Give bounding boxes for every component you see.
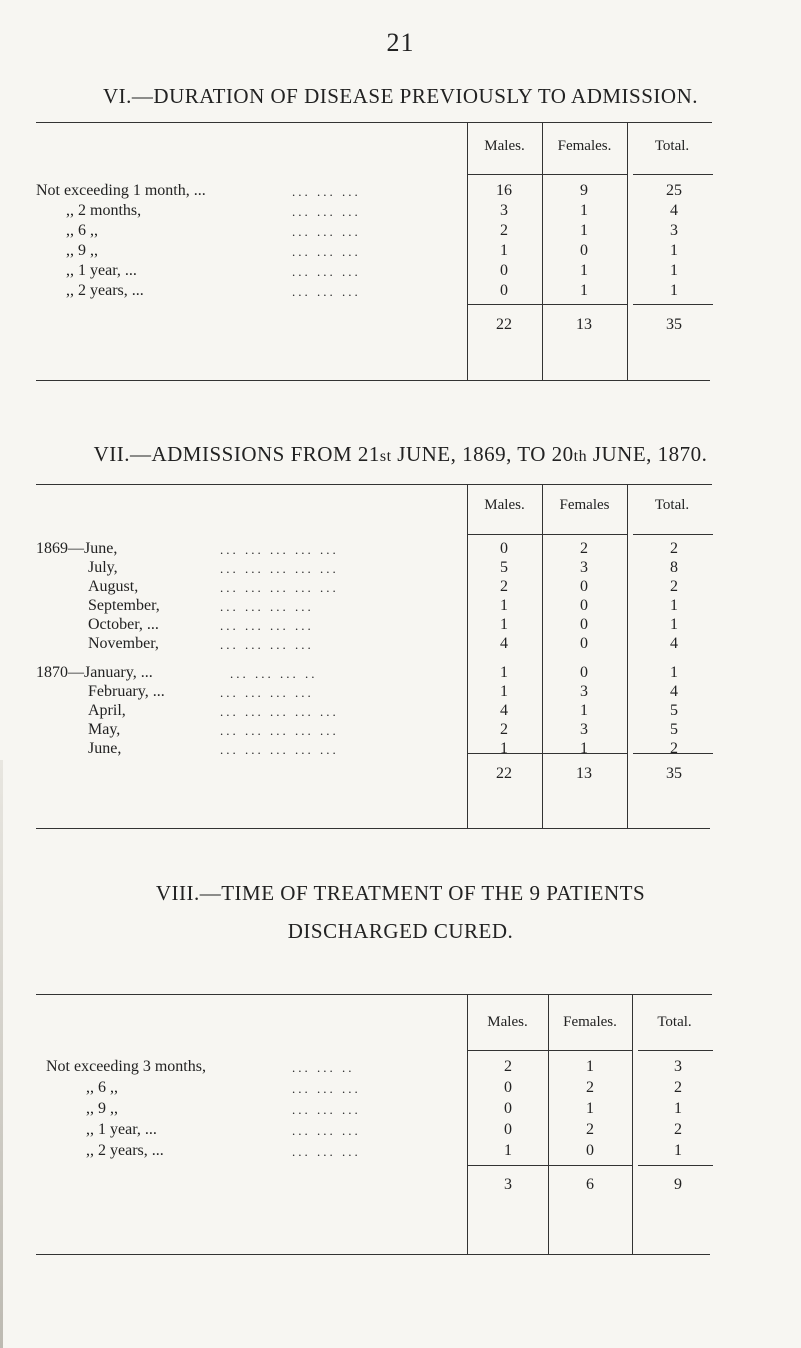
leader-dots: ... ... ... .. <box>230 666 318 681</box>
females-cell: 0 <box>580 242 588 259</box>
males-cell: 2 <box>500 721 508 738</box>
table-row <box>0 1058 801 1078</box>
total-males: 3 <box>504 1176 512 1193</box>
females-cell: 3 <box>580 559 588 576</box>
total-total: 35 <box>666 316 682 333</box>
males-cell: 2 <box>500 222 508 239</box>
table-row <box>0 202 801 222</box>
leader-dots: ... ... ... ... <box>220 599 314 614</box>
total-males: 22 <box>496 316 512 333</box>
table-row <box>0 1079 801 1099</box>
row-label: Not exceeding 3 months, <box>46 1058 206 1075</box>
total-cell: 2 <box>674 1079 682 1096</box>
total-cell: 1 <box>670 262 678 279</box>
table-row <box>0 540 801 560</box>
leader-dots: ... ... .. <box>292 1060 355 1075</box>
totals-row <box>0 765 801 785</box>
section-viii-title-line2: DISCHARGED CURED. <box>287 919 514 943</box>
leader-dots: ... ... ... ... ... <box>220 723 339 738</box>
males-cell: 1 <box>504 1142 512 1159</box>
males-cell: 5 <box>500 559 508 576</box>
females-cell: 1 <box>580 740 588 757</box>
leader-dots: ... ... ... ... ... <box>220 742 339 757</box>
total-cell: 1 <box>670 664 678 681</box>
females-cell: 9 <box>580 182 588 199</box>
leader-dots: ... ... ... <box>292 184 361 199</box>
males-cell: 2 <box>500 578 508 595</box>
row-label: ,, 1 year, ... <box>66 262 137 279</box>
leader-dots: ... ... ... ... <box>220 637 314 652</box>
females-cell: 0 <box>580 616 588 633</box>
leader-dots: ... ... ... <box>292 1144 361 1159</box>
row-label: 1869—June, <box>36 540 118 557</box>
section-vi-title: VI.—DURATION OF DISEASE PREVIOUSLY TO ADMISSION. <box>103 84 698 108</box>
males-cell: 1 <box>500 597 508 614</box>
leader-dots: ... ... ... <box>292 1081 361 1096</box>
total-cell: 4 <box>670 635 678 652</box>
table-row <box>0 1121 801 1141</box>
total-cell: 1 <box>670 597 678 614</box>
col-header-females: Females <box>559 497 610 513</box>
total-total: 35 <box>666 765 682 782</box>
table-row <box>0 616 801 636</box>
total-cell: 1 <box>674 1142 682 1159</box>
table-row <box>0 242 801 262</box>
males-cell: 0 <box>500 262 508 279</box>
total-cell: 5 <box>670 702 678 719</box>
row-label: October, ... <box>88 616 159 633</box>
males-cell: 0 <box>504 1121 512 1138</box>
table-row <box>0 262 801 282</box>
males-cell: 16 <box>496 182 512 199</box>
males-cell: 0 <box>504 1079 512 1096</box>
row-label: ,, 2 years, ... <box>86 1142 164 1159</box>
females-cell: 1 <box>580 262 588 279</box>
leader-dots: ... ... ... ... ... <box>220 542 339 557</box>
leader-dots: ... ... ... ... ... <box>220 561 339 576</box>
males-cell: 2 <box>504 1058 512 1075</box>
total-cell: 1 <box>674 1100 682 1117</box>
row-label: ,, 9 ,, <box>86 1100 118 1117</box>
total-cell: 2 <box>670 540 678 557</box>
males-cell: 0 <box>500 540 508 557</box>
leader-dots: ... ... ... ... <box>220 618 314 633</box>
leader-dots: ... ... ... <box>292 1102 361 1117</box>
total-cell: 1 <box>670 282 678 299</box>
males-cell: 1 <box>500 242 508 259</box>
table-row <box>0 740 801 760</box>
leader-dots: ... ... ... <box>292 1123 361 1138</box>
females-cell: 2 <box>586 1121 594 1138</box>
leader-dots: ... ... ... ... ... <box>220 580 339 595</box>
section-vii-title: VII.—ADMISSIONS FROM 21st JUNE, 1869, TO 20th JUNE, 1870. <box>93 442 708 466</box>
total-females: 13 <box>576 765 592 782</box>
total-cell: 2 <box>674 1121 682 1138</box>
row-label: ,, 2 months, <box>66 202 142 219</box>
females-cell: 0 <box>580 635 588 652</box>
row-label: September, <box>88 597 160 614</box>
total-cell: 8 <box>670 559 678 576</box>
males-cell: 1 <box>500 616 508 633</box>
leader-dots: ... ... ... ... ... <box>220 704 339 719</box>
totals-row <box>0 1176 801 1196</box>
females-cell: 1 <box>580 202 588 219</box>
females-cell: 3 <box>580 683 588 700</box>
row-label: February, ... <box>88 683 165 700</box>
row-label: 1870—January, ... <box>36 664 153 681</box>
males-cell: 4 <box>500 702 508 719</box>
females-cell: 3 <box>580 721 588 738</box>
females-cell: 1 <box>586 1100 594 1117</box>
total-females: 13 <box>576 316 592 333</box>
leader-dots: ... ... ... <box>292 244 361 259</box>
table-row <box>0 559 801 579</box>
males-cell: 0 <box>500 282 508 299</box>
females-cell: 0 <box>586 1142 594 1159</box>
total-cell: 1 <box>670 616 678 633</box>
total-cell: 4 <box>670 202 678 219</box>
table-row <box>0 721 801 741</box>
females-cell: 1 <box>580 222 588 239</box>
row-label: ,, 2 years, ... <box>66 282 144 299</box>
males-cell: 1 <box>500 683 508 700</box>
table-row <box>0 578 801 598</box>
females-cell: 0 <box>580 664 588 681</box>
row-label: ,, 6 ,, <box>86 1079 118 1096</box>
total-cell: 2 <box>670 578 678 595</box>
males-cell: 4 <box>500 635 508 652</box>
females-cell: 2 <box>580 540 588 557</box>
total-cell: 1 <box>670 242 678 259</box>
section-viii-title-line1: VIII.—TIME OF TREATMENT OF THE 9 PATIENTS <box>155 881 646 905</box>
total-cell: 3 <box>670 222 678 239</box>
table-row <box>0 182 801 202</box>
leader-dots: ... ... ... <box>292 224 361 239</box>
males-cell: 0 <box>504 1100 512 1117</box>
col-header-males: Males. <box>484 497 525 513</box>
row-label: August, <box>88 578 139 595</box>
col-header-males: Males. <box>487 1014 528 1030</box>
col-header-females: Females. <box>557 138 612 154</box>
table-row <box>0 282 801 302</box>
leader-dots: ... ... ... <box>292 284 361 299</box>
table-row <box>0 702 801 722</box>
females-cell: 0 <box>580 578 588 595</box>
total-cell: 3 <box>674 1058 682 1075</box>
col-header-males: Males. <box>484 138 525 154</box>
females-cell: 1 <box>586 1058 594 1075</box>
females-cell: 0 <box>580 597 588 614</box>
row-label: April, <box>88 702 126 719</box>
page-edge-shadow <box>0 760 3 1348</box>
leader-dots: ... ... ... <box>292 264 361 279</box>
table-row <box>0 597 801 617</box>
females-cell: 1 <box>580 282 588 299</box>
row-label: July, <box>88 559 118 576</box>
total-males: 22 <box>496 765 512 782</box>
row-label: Not exceeding 1 month, ... <box>36 182 206 199</box>
males-cell: 1 <box>500 740 508 757</box>
row-label: November, <box>88 635 159 652</box>
leader-dots: ... ... ... ... <box>220 685 314 700</box>
table-row <box>0 1100 801 1120</box>
males-cell: 3 <box>500 202 508 219</box>
total-cell: 25 <box>666 182 682 199</box>
col-header-total: Total. <box>654 138 690 154</box>
col-header-total: Total. <box>657 1014 692 1030</box>
males-cell: 1 <box>500 664 508 681</box>
total-cell: 2 <box>670 740 678 757</box>
females-cell: 2 <box>586 1079 594 1096</box>
row-label: May, <box>88 721 121 738</box>
table-row <box>0 222 801 242</box>
total-females: 6 <box>586 1176 594 1193</box>
total-cell: 4 <box>670 683 678 700</box>
col-header-total: Total. <box>654 497 690 513</box>
page-number: 21 <box>386 28 415 57</box>
row-label: ,, 1 year, ... <box>86 1121 157 1138</box>
females-cell: 1 <box>580 702 588 719</box>
row-label: ,, 6 ,, <box>66 222 98 239</box>
row-label: June, <box>88 740 122 757</box>
col-header-females: Females. <box>563 1014 617 1030</box>
table-row <box>0 1142 801 1162</box>
table-row <box>0 635 801 655</box>
table-row <box>0 683 801 703</box>
table-row <box>0 664 801 684</box>
leader-dots: ... ... ... <box>292 204 361 219</box>
total-cell: 5 <box>670 721 678 738</box>
totals-row <box>0 316 801 336</box>
row-label: ,, 9 ,, <box>66 242 98 259</box>
total-total: 9 <box>674 1176 682 1193</box>
